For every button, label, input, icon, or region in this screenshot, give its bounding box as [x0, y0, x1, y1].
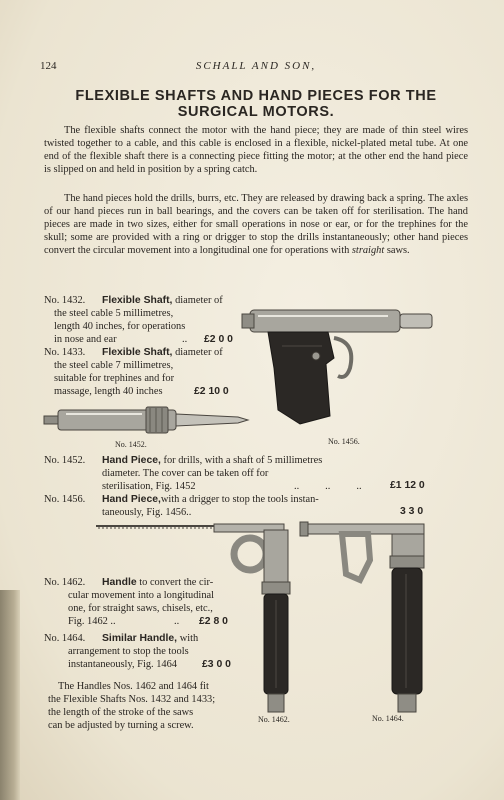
item-1464-name: Similar Handle,: [102, 633, 178, 644]
book-binding-edge: [0, 590, 20, 800]
straight-hand-piece-icon: [42, 404, 252, 436]
item-1452-name: Hand Piece,: [102, 455, 161, 466]
item-1456-name: Hand Piece,: [102, 494, 161, 505]
intro-paragraph-2: [44, 192, 468, 257]
page-title: [40, 88, 472, 120]
item-1456-price: 3 3 0: [400, 506, 424, 517]
intro-paragraph-1-text: The flexible shafts connect the motor with the hand piece; they are made of thin steel wires twisted together to a cable, and this cable is enclosed in a flexible, nickel-plated metal tube. At one end of the flexible shaft there is a connecting piece fitting the motor; at the other end the hand piece is slipped on and held in position by a spring catch.: [44, 125, 468, 175]
note-line-1: The Handles Nos. 1462 and 1464 fit: [58, 681, 209, 692]
item-1456-number: No. 1456.: [44, 494, 86, 505]
item-1432-line-2: the steel cable 5 millimetres,: [54, 308, 174, 319]
page-number: 124: [40, 60, 57, 72]
item-1452-number: No. 1452.: [44, 455, 86, 466]
note-line-3: the length of the stroke of the saws: [48, 707, 194, 718]
item-1433-number: No. 1433.: [44, 347, 86, 358]
caption-1456: No. 1456.: [328, 437, 360, 446]
item-1452-dots: .. .. ..: [294, 481, 362, 492]
intro-paragraph-1: [44, 124, 468, 176]
item-1462-name: Handle: [102, 577, 137, 588]
item-1452-line-3: sterilisation, Fig. 1452: [102, 481, 196, 492]
title-line-1: FLEXIBLE SHAFTS AND HAND PIECES FOR THE: [75, 88, 437, 104]
item-1462-line-2: cular movement into a longitudinal: [68, 590, 215, 601]
caption-1464: No. 1464.: [372, 714, 404, 723]
item-1432-dots: ..: [182, 334, 188, 345]
item-1432-line-1: diameter of: [175, 295, 223, 306]
title-line-2: SURGICAL MOTORS.: [177, 104, 335, 120]
running-head: SCHALL AND SON,: [195, 60, 317, 72]
item-1462-line-3: one, for straight saws, chisels, etc.,: [68, 603, 213, 614]
item-1433-line-4: massage, length 40 inches: [54, 386, 163, 397]
item-1462: [44, 576, 298, 628]
pistol-grip-hand-piece-icon: [238, 298, 438, 438]
item-1452-price: £1 12 0: [390, 480, 425, 491]
item-1432-name: Flexible Shaft,: [102, 295, 173, 306]
handles-note: [48, 680, 216, 732]
saw-handle-with-trigger-icon: [298, 520, 448, 720]
caption-1462: No. 1462.: [258, 715, 290, 724]
item-1464-line-2: arrangement to stop the tools: [68, 646, 189, 657]
item-1433-name: Flexible Shaft,: [102, 347, 173, 358]
item-1452: [44, 454, 432, 493]
page-header: [40, 60, 472, 76]
item-1464-number: No. 1464.: [44, 633, 86, 644]
item-1456: [44, 493, 319, 519]
item-1462-line-1: to convert the cir-: [139, 577, 214, 588]
item-1462-number: No. 1462.: [44, 577, 86, 588]
item-1462-dots: ..: [174, 616, 180, 627]
item-1433-line-1: diameter of: [175, 347, 223, 358]
item-1464-line-3: instantaneously, Fig. 1464: [68, 659, 177, 670]
caption-1452: No. 1452.: [115, 440, 147, 449]
item-1462-price: £2 8 0: [199, 616, 228, 627]
item-1432-line-4: in nose and ear: [54, 334, 117, 345]
item-1456-line-1: with a drigger to stop the tools instan-: [160, 494, 319, 505]
item-1464-price: £3 0 0: [202, 659, 231, 670]
item-1433-line-3: suitable for trephines and for: [54, 373, 175, 384]
item-1452-line-2: diameter. The cover can be taken off for: [102, 468, 269, 479]
item-1456-line-2: taneously, Fig. 1456..: [102, 507, 192, 518]
intro-paragraph-2-text: The hand pieces hold the drills, burrs, etc. They are released by drawing back a spring. The axles of our hand pieces run in ball bearings, and the covers can be taken off for sterilisation. The hand pieces are made in two sizes, either for small operations in nose or ear, or for the trephines for the skull; some are provided with a ring or drigger to stop the drills instantaneously; other hand pieces convert the circular movement into a longitudinal one for operations with: [44, 193, 468, 256]
intro-paragraph-2-end: saws.: [386, 245, 410, 256]
item-1432-price: £2 0 0: [204, 334, 233, 345]
item-1452-line-1: for drills, with a shaft of 5 millimetres: [163, 455, 323, 466]
item-1433-price: £2 10 0: [194, 386, 229, 397]
item-1464-line-1: with: [179, 633, 199, 644]
item-1432-line-3: length 40 inches, for operations: [54, 321, 186, 332]
intro-italic-word: straight: [351, 245, 385, 256]
item-1462-line-4: Fig. 1462 ..: [68, 616, 116, 627]
item-1432-number: No. 1432.: [44, 295, 86, 306]
note-line-4: can be adjusted by turning a screw.: [48, 720, 194, 731]
item-1433-line-2: the steel cable 7 millimetres,: [54, 360, 174, 371]
item-1464: [44, 632, 298, 671]
note-line-2: the Flexible Shafts Nos. 1432 and 1433;: [48, 694, 216, 705]
